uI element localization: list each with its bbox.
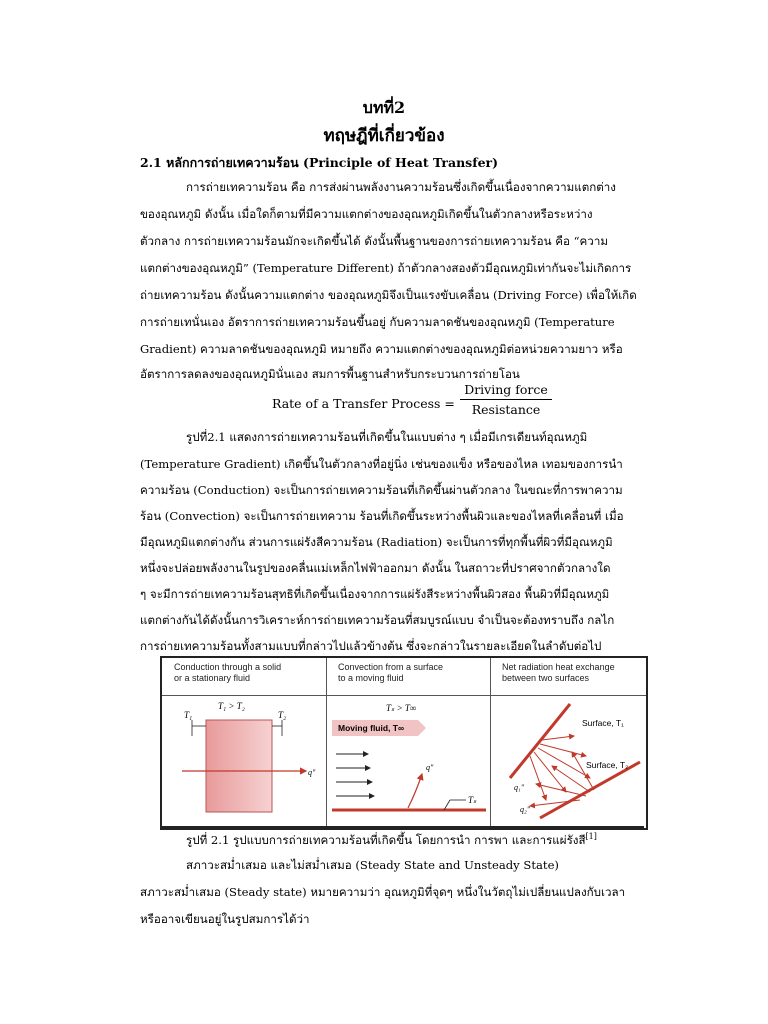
panel-title-line: Convection from a surface xyxy=(338,662,444,672)
solid-slab xyxy=(206,720,272,812)
figure-caption xyxy=(186,832,597,850)
chapter-title: ทฤษฎีที่เกี่ยวข้อง xyxy=(323,126,445,146)
paragraph-line: รูปที่2.1 แสดงการถ่ายเทความร้อนที่เกิดขึ้นในแบบต่าง ๆ เมื่อมีเกรเดียนท์อุณหภูมิ xyxy=(186,430,588,444)
t1-label: T₁ xyxy=(184,710,193,720)
panel-title xyxy=(490,658,646,696)
paragraph-line: หนึ่งจะปล่อยพลังงานในรูปของคลื่นแม่เหล็กไฟฟ้าออกมา ดังนั้น ในสถาวะที่ปราศจากตัวกลางใด xyxy=(140,561,611,575)
convection-panel xyxy=(326,658,491,828)
panel-title-line: between two surfaces xyxy=(502,673,590,683)
caption-text: รูปที่ 2.1 รูปแบบการถ่ายเทความร้อนที่เกิดขึ้น โดยการนำ การพา และการแผ่รังสี xyxy=(186,833,586,847)
section-heading: 2.1 หลักการถ่ายเทความร้อน (Principle of Heat Transfer) xyxy=(140,155,499,170)
paragraph-line: ถ่ายเทความร้อน ดังนั้นความแตกต่าง ของอุณหภูมิจึงเป็นแรงขับเคลื่อน (Driving Force) เพื่อให้เกิด xyxy=(140,288,637,302)
equation-lhs: Rate of a Transfer Process = xyxy=(272,396,455,411)
paragraph-line: อัตราการลดลงของอุณหภูมินั่นเอง สมการพื้นฐานสำหรับกระบวนการถ่ายโอน xyxy=(140,367,520,381)
panel-title-line: Conduction through a solid xyxy=(174,662,282,672)
panel-title-line: Net radiation heat exchange xyxy=(502,662,615,672)
radiation-diagram xyxy=(490,696,646,826)
heat-transfer-figure xyxy=(160,656,648,830)
paragraph-line: ๆ จะมีการถ่ายเทความร้อนสุทธิที่เกิดขึ้นเนื่องจากการแผ่รังสีระหว่างพื้นผิวสอง พื้นผิวที่มีอุณหภูมิ xyxy=(140,587,610,601)
surface-temperature-label: Tₛ xyxy=(468,795,477,805)
surface-1 xyxy=(510,704,570,778)
subheading: สภาวะสม่ำเสมอ และไม่สม่ำเสมอ (Steady State and Unsteady State) xyxy=(186,858,559,872)
flux-label: q" xyxy=(426,763,434,772)
convection-diagram xyxy=(326,696,490,826)
conduction-diagram xyxy=(162,696,326,826)
panel-title-line: or a stationary fluid xyxy=(174,673,251,683)
chapter-number: บทที่2 xyxy=(362,98,406,117)
paragraph-line: สภาวะสม่ำเสมอ (Steady state) หมายความว่า อุณหภูมิที่จุดๆ หนึ่งในวัตถุไม่เปลี่ยนแปลงกับเวลา xyxy=(140,885,626,899)
surface-2 xyxy=(540,762,640,818)
paragraph-line: การถ่ายเทความร้อนทั้งสามแบบที่กล่าวไปแล้วข้างต้น ซึ่งจะกล่าวในรายละเอียดในลำดับต่อไป xyxy=(140,639,602,653)
paragraph-line: แตกต่างของอุณหภูมิ” (Temperature Different) ถ้าตัวกลางสองตัวมีอุณหภูมิเท่ากันจะไม่เกิดการ xyxy=(140,261,632,275)
paragraph-line: Gradient) ความลาดชันของอุณหภูมิ หมายถึง ความแตกต่างของอุณหภูมิต่อหน่วยความยาว หรือ xyxy=(140,342,623,356)
temperature-condition: T₁ > T₂ xyxy=(218,701,245,711)
temperature-condition: Tₛ > T∞ xyxy=(386,703,417,713)
q1-label: q₁" xyxy=(514,783,525,792)
conduction-panel xyxy=(162,658,327,828)
paragraph-line: หรืออาจเขียนอยู่ในรูปสมการได้ว่า xyxy=(140,912,310,926)
surface-2-label: Surface, T₂ xyxy=(586,760,629,770)
equation-fraction xyxy=(460,382,552,417)
paragraph-line: แตกต่างกันได้ดังนั้นการวิเคราะห์การถ่ายเทความร้อนที่สมบูรณ์แบบ จำเป็นจะต้องทราบถึง กลไก xyxy=(140,613,615,627)
q2-label: q₂" xyxy=(520,805,531,814)
paragraph-line: ตัวกลาง การถ่ายเทความร้อนมักจะเกิดขึ้นได้ ดังนั้นพื้นฐานของการถ่ายเทความร้อน คือ “ความ xyxy=(140,234,608,248)
heat-flux-arrow xyxy=(408,774,422,808)
equation-denominator: Resistance xyxy=(471,402,541,417)
panel-title-line: to a moving fluid xyxy=(338,673,404,683)
flux-label: q" xyxy=(308,768,316,777)
paragraph-line: ความร้อน (Conduction) จะเป็นการถ่ายเทความร้อนที่เกิดขึ้นผ่านตัวกลาง ในขณะที่การพาความ xyxy=(140,483,623,497)
paragraph-line: มีอุณหภูมิแตกต่างกัน ส่วนการแผ่รังสีความร้อน (Radiation) จะเป็นการที่ทุกพื้นที่ผิวที่มีอุณหภูมิ xyxy=(140,535,613,549)
equation-numerator: Driving force xyxy=(460,382,552,400)
reference-marker: [1] xyxy=(585,832,597,842)
figure-underline xyxy=(160,826,644,828)
paragraph-line: การถ่ายเทความร้อน คือ การส่งผ่านพลังงานความร้อนซึ่งเกิดขึ้นเนื่องจากความแตกต่าง xyxy=(186,180,616,194)
panel-title xyxy=(162,658,326,696)
moving-fluid-label: Moving fluid, T∞ xyxy=(338,723,405,733)
paragraph-line: ของอุณหภูมิ ดังนั้น เมื่อใดก็ตามที่มีความแตกต่างของอุณหภูมิเกิดขึ้นในตัวกลางหรือระหว่าง xyxy=(140,207,593,221)
paragraph-line: การถ่ายเทนั่นเอง อัตราการถ่ายเทความร้อนขึ้นอยู่ กับความลาดชันของอุณหภูมิ (Temperature xyxy=(140,315,615,329)
paragraph-line: ร้อน (Convection) จะเป็นการถ่ายเทความ ร้อนที่เกิดขึ้นระหว่างพื้นผิวและของไหลที่เคลื่อนที่ เมื่อ xyxy=(140,509,624,523)
paragraph-line: (Temperature Gradient) เกิดขึ้นในตัวกลางที่อยู่นิ่ง เช่นของแข็ง หรือของไหล เทอมของการนำ xyxy=(140,457,623,471)
panel-title xyxy=(326,658,490,696)
t2-label: T₂ xyxy=(278,710,287,720)
surface-1-label: Surface, T₁ xyxy=(582,718,624,728)
radiation-panel xyxy=(490,658,646,828)
